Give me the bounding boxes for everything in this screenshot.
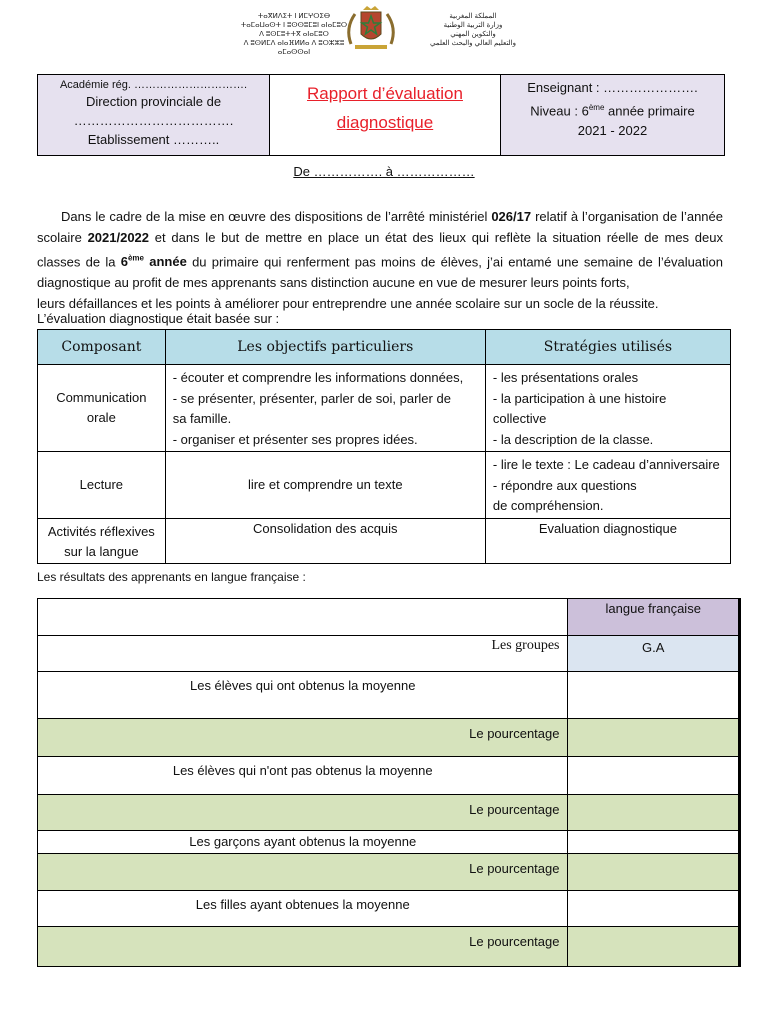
table-row — [38, 636, 740, 672]
objective-item: - se présenter, présenter, parler de soi, parler de — [173, 389, 480, 410]
text-run: du primaire qui renferment pas moins de élèves, j’ai entamé une semaine de l’évaluation diagnostique au profit de mes apprenants sans distinction aucune en vue de mesurer leurs points forts, — [37, 254, 724, 291]
col-header: Stratégies utilisés — [485, 330, 730, 365]
niveau-text: année primaire — [604, 103, 695, 119]
table-row — [38, 927, 740, 967]
row-label: Les garçons ayant obtenus la moyenne — [38, 831, 568, 854]
strategy-item: - répondre aux questions — [493, 476, 725, 497]
academie-field: Académie rég. …………………………. — [59, 79, 248, 91]
strategy-item: de compréhension. — [492, 498, 604, 513]
row-label: Les élèves qui n'ont pas obtenus la moyenne — [38, 757, 568, 795]
letterhead-left-line: ⴷ ⵓⵙⵎⵓⵜⵜⴳ ⴰⵏⴰⵎⵓⵔ — [259, 31, 329, 38]
table-row — [38, 452, 731, 519]
letterhead-left-line: ⵜⴰⵎⴰⵡⴰⵙⵜ ⵏ ⵓⵙⵙⵓⵎⵓⵏ ⴰⵏⴰⵎⵓⵔ — [240, 22, 348, 29]
value-cell[interactable] — [568, 927, 740, 967]
value-cell[interactable] — [568, 719, 740, 757]
value-cell[interactable] — [568, 891, 740, 927]
letterhead-amazigh — [230, 12, 358, 57]
value-cell[interactable] — [568, 854, 740, 891]
strategy-item: - la participation à une histoire — [493, 389, 725, 410]
enseignant-field: Enseignant : …………………. — [527, 80, 698, 95]
strategy-item: - lire le texte : Le cadeau d’anniversaire — [493, 455, 725, 476]
value-cell[interactable] — [568, 757, 740, 795]
composant-text: Activités réflexives sur la langue — [47, 523, 155, 559]
composant-cell — [38, 518, 166, 563]
objectifs-cell — [165, 365, 485, 452]
subject-header: langue française — [568, 599, 740, 636]
intro-text-end: leurs défaillances et les points à améliorer pour entreprendre une année scolaire sur un socle de la réussite. — [37, 296, 659, 312]
text-run: et dans le but de mettre en place un état des lieux qui reflète la situation réelle de mes deux classes de la — [37, 230, 723, 270]
objectifs-cell: Consolidation des acquis — [165, 518, 485, 563]
empty-cell — [38, 599, 568, 636]
date-range: De ……………. à ……………… — [293, 164, 475, 179]
letterhead-right-line: والتعليم العالي والبحث العلمي — [429, 40, 517, 47]
table-row — [38, 831, 740, 854]
percentage-label: Le pourcentage — [38, 719, 568, 757]
objective-item: sa famille. — [172, 411, 232, 426]
table-row — [38, 854, 740, 891]
table-row — [38, 672, 740, 719]
niveau-sup: ème — [588, 103, 605, 112]
letterhead-right-line: والتكوين المهني — [450, 31, 496, 38]
group-header: G.A — [568, 636, 740, 672]
grade-number: 6 — [120, 254, 128, 270]
col-header: Composant — [38, 330, 166, 365]
value-cell[interactable] — [568, 795, 740, 831]
table-header-row — [38, 330, 731, 365]
report-header — [37, 74, 725, 156]
letterhead-left-line: ⴷ ⵓⵙⵍⵎⴷ ⴰⵏⴰⴼⵍⵍⴰ ⴷ ⵓⵔⵣⵣⵓ ⴰⵎⴰⵙⵙⴰⵏ — [243, 40, 345, 56]
letterhead-right-line: المملكة المغربية — [449, 13, 497, 20]
objective-item: - écouter et comprendre les informations données, — [173, 368, 480, 389]
strategies-cell — [485, 365, 730, 452]
intro-text — [37, 206, 723, 293]
table-row — [38, 757, 740, 795]
institution-cell — [38, 75, 270, 155]
teacher-cell — [501, 75, 724, 155]
school-year-bold: 2021/2022 — [87, 230, 150, 245]
strategy-item: collective — [492, 411, 547, 426]
percentage-label: Le pourcentage — [38, 927, 568, 967]
niveau-text: Niveau : 6 — [530, 103, 589, 119]
table-row — [38, 719, 740, 757]
results-table — [37, 598, 741, 967]
text-run: relatif à l’organisation de l’année scolaire — [37, 209, 723, 245]
direction-label: Direction provinciale de — [85, 94, 222, 109]
decree-ref: 026/17 — [491, 209, 532, 224]
value-cell[interactable] — [568, 831, 740, 854]
letterhead-arabic — [408, 12, 538, 48]
strategies-cell — [485, 452, 730, 519]
table-row — [38, 795, 740, 831]
col-header: Les objectifs particuliers — [165, 330, 485, 365]
objectives-table — [37, 329, 731, 564]
composant-cell — [38, 365, 166, 452]
direction-field: ………………………………. — [73, 113, 234, 128]
niveau-field — [501, 98, 724, 121]
letterhead-right-line: وزارة التربية الوطنية — [443, 22, 503, 29]
intro-paragraph — [37, 206, 723, 314]
percentage-label: Le pourcentage — [38, 854, 568, 891]
table-lead: L’évaluation diagnostique était basée sur : — [37, 311, 280, 326]
grade-word: année — [143, 254, 187, 270]
objectifs-cell: lire et comprendre un texte — [165, 452, 485, 519]
results-lead: Les résultats des apprenants en langue française : — [37, 570, 306, 584]
letterhead-left-line: ⵜⴰⴳⵍⴷⵉⵜ ⵏ ⵍⵎⵖⵔⵉⴱ — [257, 13, 331, 20]
text-run: Dans le cadre de la mise en œuvre des dispositions de l’arrêté ministériel — [61, 209, 492, 224]
strategy-item: - la description de la classe. — [493, 430, 725, 451]
table-row — [38, 518, 731, 563]
composant-text: Communication orale — [56, 390, 147, 425]
strategies-cell: Evaluation diagnostique — [485, 518, 730, 563]
table-row — [38, 599, 740, 636]
coat-of-arms-icon — [343, 4, 399, 52]
table-row — [38, 891, 740, 927]
table-row — [38, 365, 731, 452]
value-cell[interactable] — [568, 672, 740, 719]
report-title-line1: Rapport d’évaluation — [307, 84, 463, 103]
row-label: Les filles ayant obtenues la moyenne — [38, 891, 568, 927]
row-label: Les élèves qui ont obtenus la moyenne — [38, 672, 568, 719]
composant-cell: Lecture — [38, 452, 166, 519]
strategy-item: - les présentations orales — [493, 368, 725, 389]
report-title-line2: diagnostique — [336, 113, 434, 132]
groups-label: Les groupes — [38, 636, 568, 672]
grade-sup: ème — [127, 254, 144, 263]
school-year: 2021 - 2022 — [577, 123, 648, 139]
etablissement-field: Etablissement ……….. — [87, 132, 220, 147]
percentage-label: Le pourcentage — [38, 795, 568, 831]
objective-item: - organiser et présenter ses propres idées. — [173, 430, 480, 451]
title-cell — [270, 75, 501, 155]
